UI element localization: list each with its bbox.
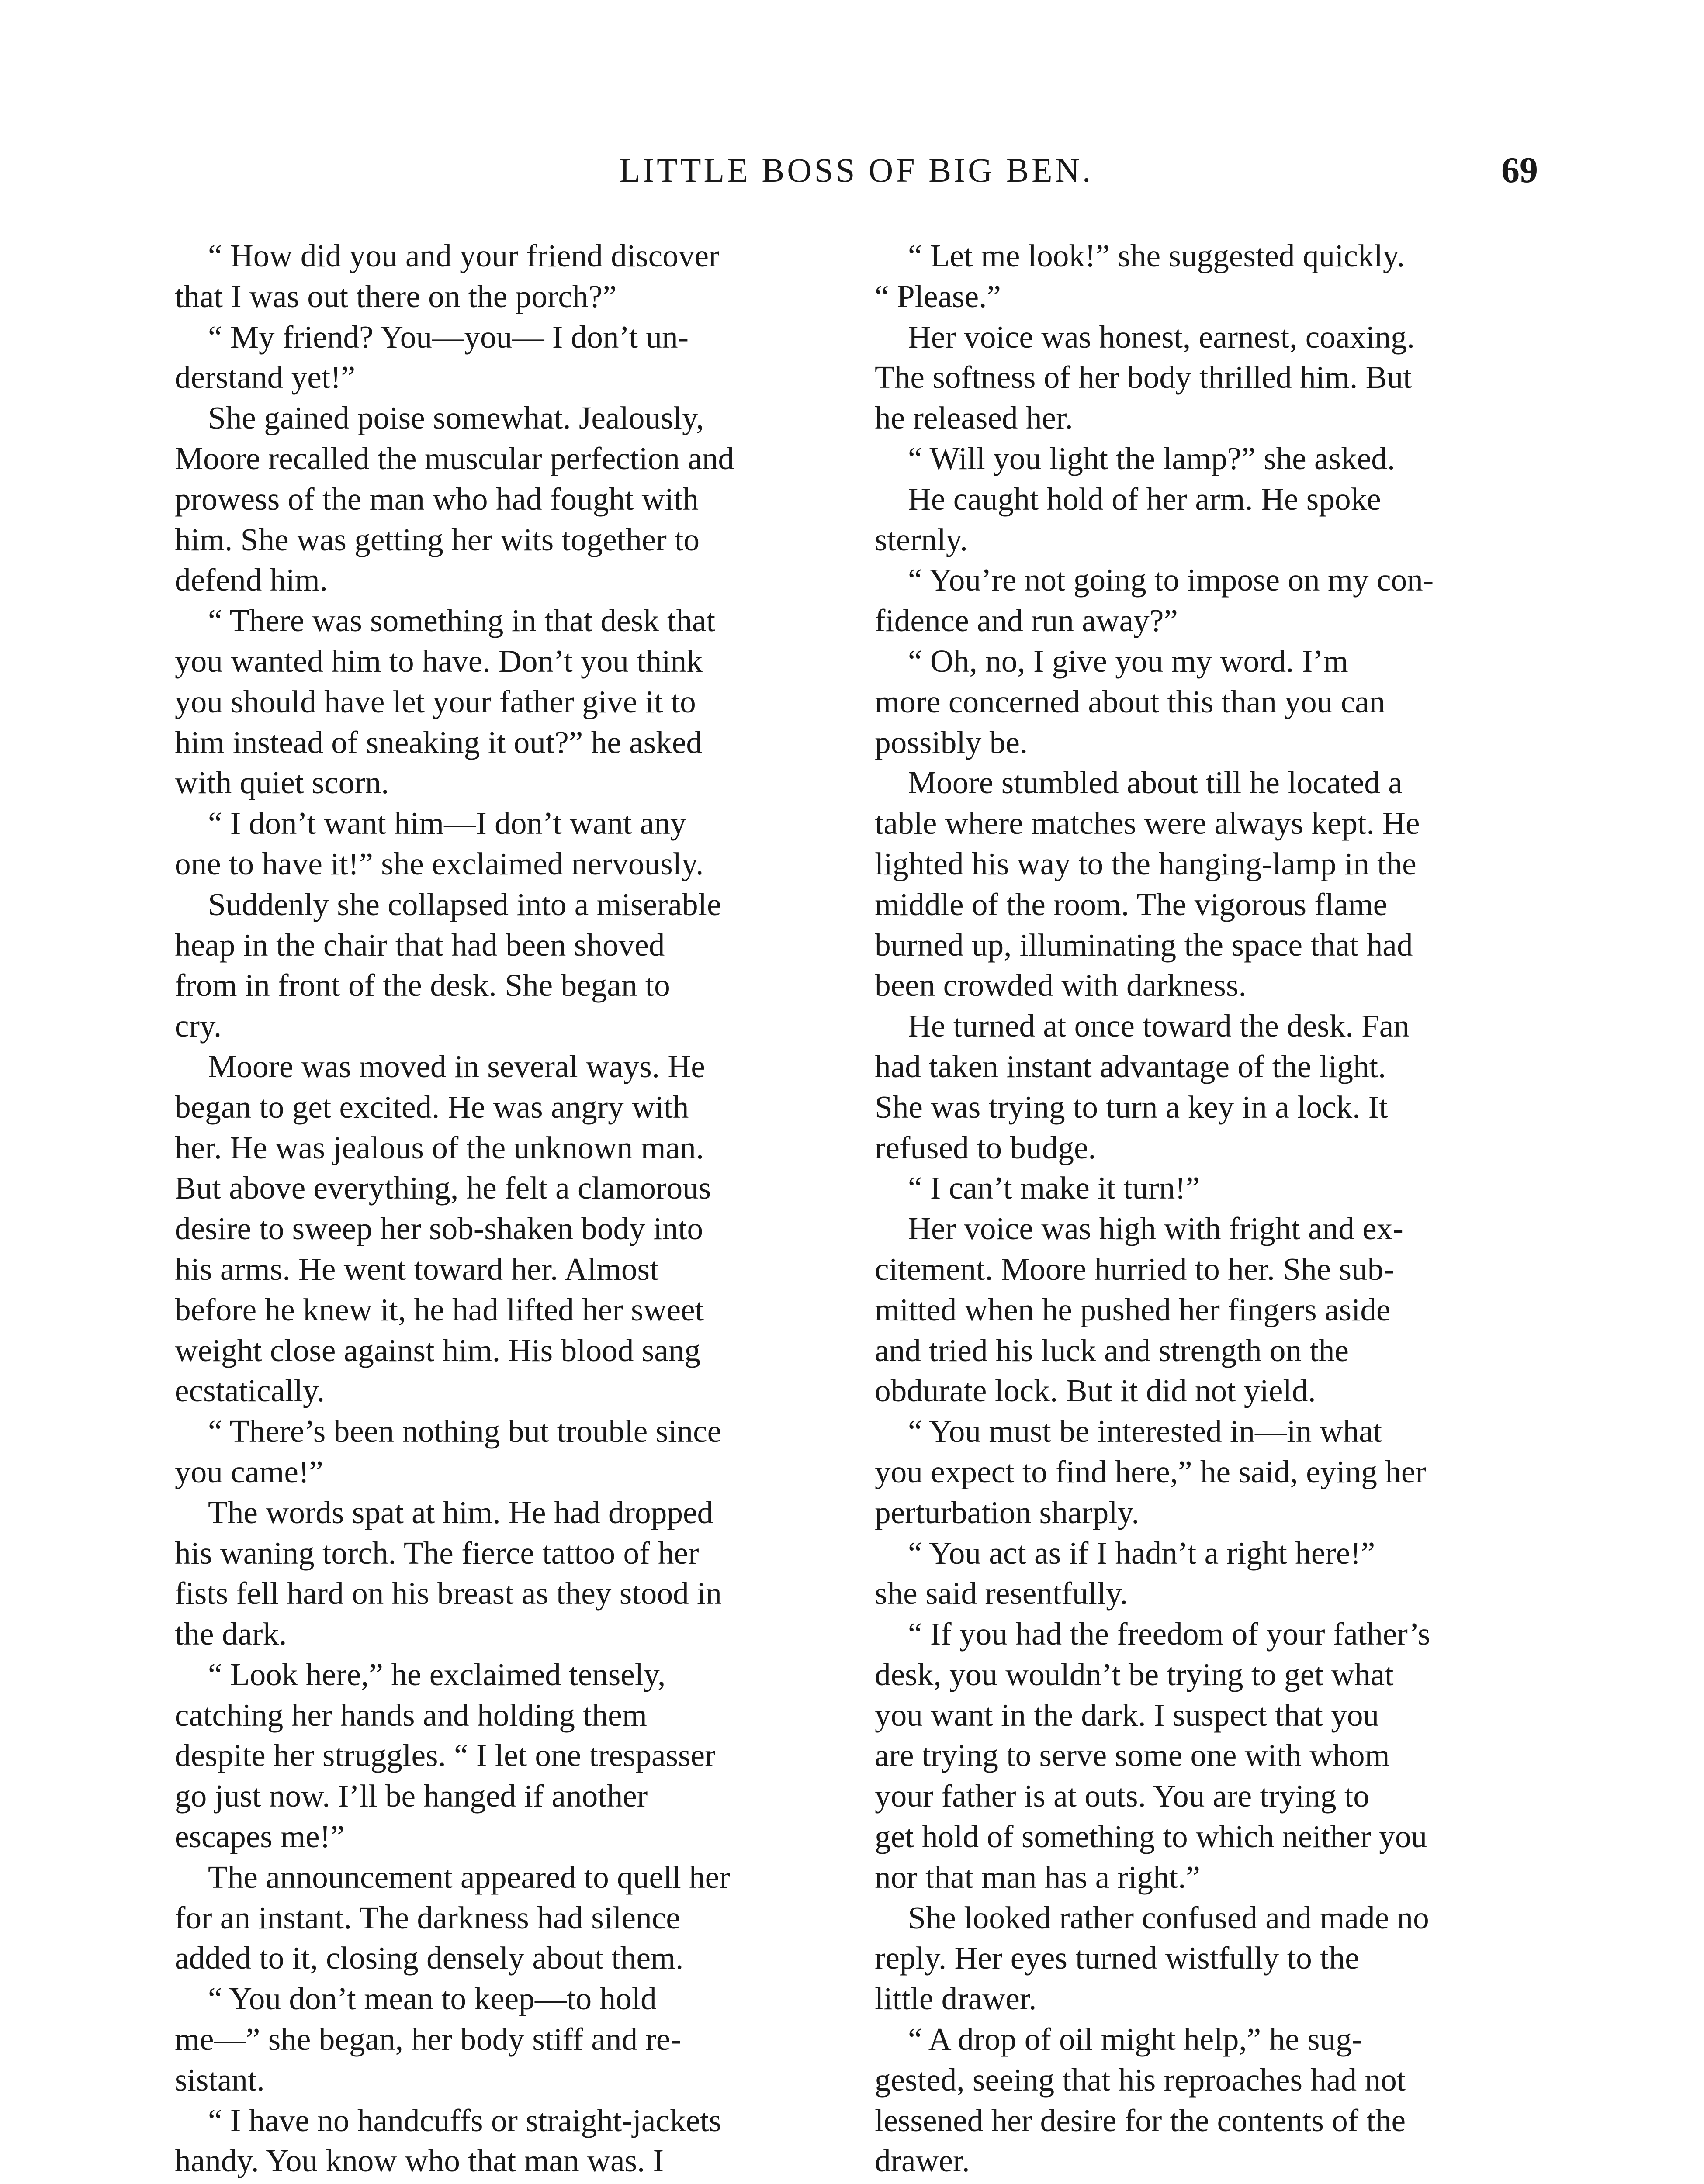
paragraph: Her voice was honest, earnest, coaxing. The softness of her body thrilled him. But he released her. [875, 319, 1415, 436]
paragraph: “ A drop of oil might help,” he sug- gested, seeing that his reproaches had not lessened her desire for the contents of the drawer. [875, 2022, 1406, 2179]
paragraph: “ You don’t mean to keep—to hold me—” she began, her body stiff and re- sistant. [175, 1981, 681, 2098]
paragraph: “ I have no handcuffs or straight-jackets handy. You know who that man was. I [175, 2102, 722, 2179]
paragraph: “ Will you light the lamp?” she asked. [908, 440, 1396, 476]
paragraph: Moore was moved in several ways. He began to get excited. He was angry with her. He was jealous of the unknown man. But above everything, he felt a clamorous desire to sweep her sob-shaken body into his arms. He went toward her. Almost before he knew it, he had lifted her sweet weight close against him. His blood sang ecstatically. [175, 1048, 711, 1409]
paragraph: The announcement appeared to quell her for an instant. The darkness had silence added to it, closing densely about them. [175, 1859, 730, 1976]
paragraph: Moore stumbled about till he located a table where matches were always kept. He lighted his way to the hanging-lamp in the middle of the room. The vigorous flame burned up, illuminating the space that had been crowded with darkness. [875, 765, 1420, 1003]
paragraph: “ Let me look!” she suggested quickly. “ Please.” [875, 238, 1405, 314]
page-header [175, 146, 1538, 194]
paragraph: “ There was something in that desk that you wanted him to have. Don’t you think you should have let your father give it to him instead of sneaking it out?” he asked with quiet scorn. [175, 603, 715, 801]
left-column [175, 236, 848, 2184]
paragraph: She looked rather confused and made no reply. Her eyes turned wistfully to the little drawer. [875, 1900, 1429, 2017]
paragraph: “ There’s been nothing but trouble since you came!” [175, 1413, 722, 1489]
paragraph: “ If you had the freedom of your father’s desk, you wouldn’t be trying to get what you want in the dark. I suspect that you are trying to serve some one with whom your father is at outs. You are trying to get hold of something to which neither you nor that man has a right.” [875, 1616, 1430, 1895]
paragraph [875, 2181, 1548, 2184]
paragraph: He caught hold of her arm. He spoke sternly. [875, 481, 1381, 557]
running-title: LITTLE BOSS OF BIG BEN. [619, 151, 1094, 189]
paragraph: She gained poise somewhat. Jealously, Moore recalled the muscular perfection and prowess of the man who had fought with him. She was getting her wits together to defend him. [175, 400, 734, 598]
paragraph: “ I can’t make it turn!” [908, 1170, 1200, 1206]
paragraph: He turned at once toward the desk. Fan had taken instant advantage of the light. She was trying to turn a key in a lock. It refused to budge. [875, 1008, 1410, 1165]
paragraph: “ Look here,” he exclaimed tensely, catching her hands and holding them despite her struggles. “ I let one trespasser go just now. I’ll be hanged if another escapes me!” [175, 1656, 716, 1855]
right-column [875, 236, 1548, 2184]
paragraph: “ Oh, no, I give you my word. I’m more concerned about this than you can possibly be. [875, 643, 1385, 760]
paragraph: Suddenly she collapsed into a miserable heap in the chair that had been shoved from in front of the desk. She began to cry. [175, 886, 721, 1044]
paragraph: Her voice was high with fright and ex- citement. Moore hurried to her. She sub- mitted when he pushed her fingers aside and tried his luck and strength on the obdurate lock. But it did not yield. [875, 1211, 1403, 1409]
paragraph: “ How did you and your friend discover that I was out there on the porch?” [175, 238, 720, 314]
page-number: 69 [1501, 150, 1538, 190]
paragraph: “ You act as if I hadn’t a right here!” she said resentfully. [875, 1535, 1375, 1611]
paragraph: The words spat at him. He had dropped his waning torch. The fierce tattoo of her fists fell hard on his breast as they stood in the dark. [175, 1494, 722, 1652]
paragraph: “ You’re not going to impose on my con- fidence and run away?” [875, 562, 1434, 639]
paragraph: “ My friend? You—you— I don’t un- derstand yet!” [175, 319, 689, 395]
paragraph: “ You must be interested in—in what you expect to find here,” he said, eying her perturbation sharply. [875, 1413, 1426, 1530]
paragraph: “ I don’t want him—I don’t want any one to have it!” she exclaimed nervously. [175, 805, 704, 881]
